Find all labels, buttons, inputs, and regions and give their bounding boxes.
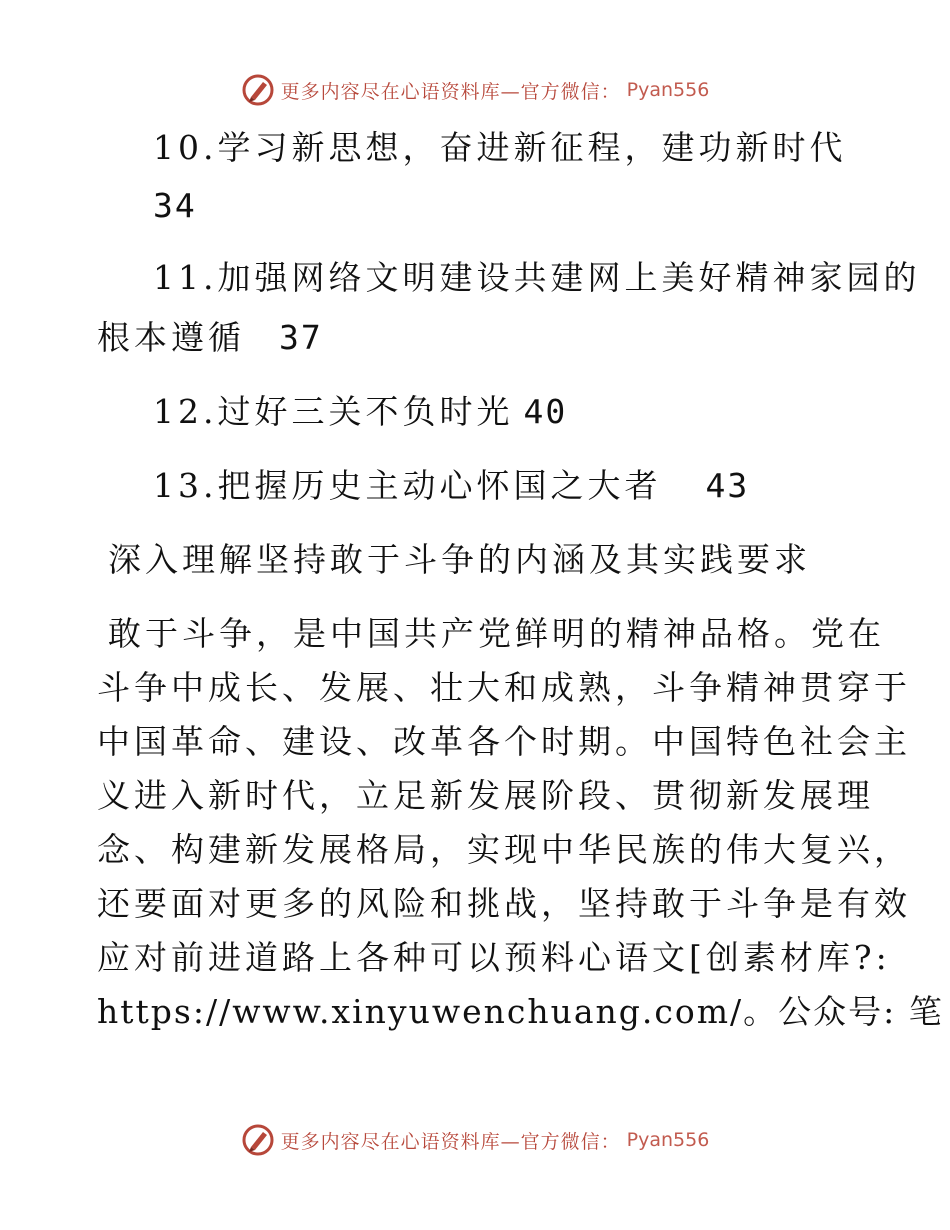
footer-banner-text: 更多内容尽在心语资料库—官方微信：	[280, 1130, 621, 1153]
article-line-1: 敢于斗争，是中国共产党鲜明的精神品格。党在	[108, 614, 885, 653]
article-line-8: https://www.xinyuwenchuang.com/。公众号: 笔	[97, 992, 944, 1031]
toc-item-12	[153, 392, 567, 432]
footer-banner-inner	[241, 1123, 710, 1157]
article-line-3: 中国革命、建设、改革各个时期。中国特色社会主	[97, 722, 911, 761]
article-heading: 深入理解坚持敢于斗争的内涵及其实践要求	[108, 540, 811, 579]
banner-wechat-id: Pyan556	[626, 79, 710, 101]
article-line-5: 念、构建新发展格局，实现中华民族的伟大复兴，	[97, 830, 911, 869]
toc-item-11-title-line1: 11.加强网络文明建设共建网上美好精神家园的	[153, 258, 921, 297]
toc-item-12-title: 12.过好三关不负时光	[153, 392, 514, 431]
banner-text: 更多内容尽在心语资料库—官方微信：	[280, 80, 621, 103]
toc-item-11-title-line2-text: 根本遵循	[97, 318, 245, 357]
article-line-7: 应对前进道路上各种可以预料心语文[创素材库?:	[97, 938, 891, 977]
toc-item-10-page: 34	[153, 186, 197, 225]
toc-item-11-title-line2	[97, 318, 323, 358]
footer-banner	[0, 1122, 950, 1158]
toc-item-11-page: 37	[279, 318, 323, 357]
toc-item-13	[153, 466, 749, 506]
toc-item-10-title: 10.学习新思想，奋进新征程，建功新时代	[153, 128, 847, 167]
article-line-4: 义进入新时代，立足新发展阶段、贯彻新发展理	[97, 776, 874, 815]
toc-item-12-page: 40	[523, 392, 568, 431]
pen-logo-icon	[241, 1123, 275, 1157]
article-line-2: 斗争中成长、发展、壮大和成熟，斗争精神贯穿于	[97, 668, 911, 707]
article-line-6: 还要面对更多的风险和挑战，坚持敢于斗争是有效	[97, 884, 911, 923]
footer-banner-wechat-id: Pyan556	[626, 1129, 710, 1151]
toc-item-13-title: 13.把握历史主动心怀国之大者	[153, 466, 662, 505]
toc-item-13-page: 43	[705, 466, 750, 505]
